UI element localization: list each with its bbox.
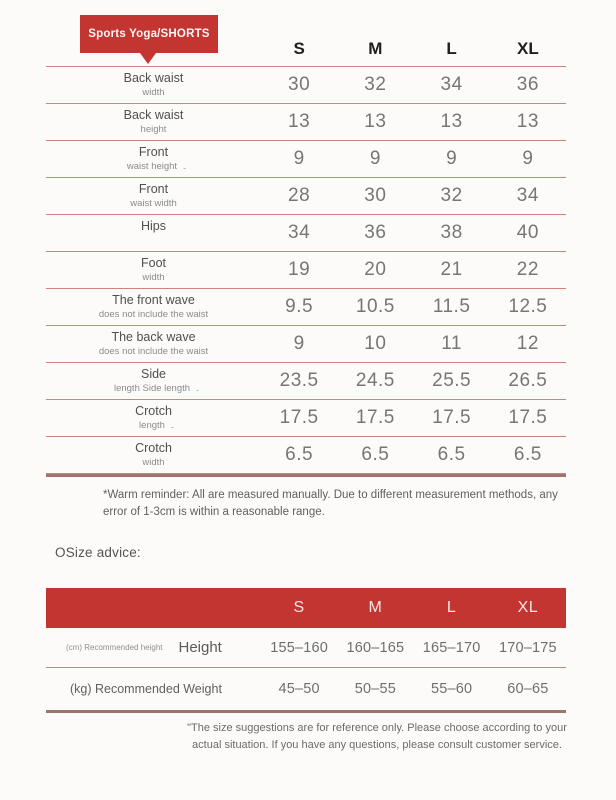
table-row bbox=[46, 215, 566, 252]
value-s: 30 bbox=[288, 74, 311, 95]
advice-size-header-xl: XL bbox=[517, 599, 539, 616]
table-row bbox=[46, 363, 566, 400]
height-value-s: 155–160 bbox=[270, 639, 329, 656]
height-unit-label: (cm) Recommended height bbox=[66, 643, 163, 652]
value-m: 30 bbox=[364, 185, 387, 206]
value-xl: 17.5 bbox=[508, 407, 548, 428]
value-m: 13 bbox=[364, 111, 387, 132]
warm-reminder-note: *Warm reminder: All are measured manually. Due to different measurement methods, any error of 1-3cm is within a reasonable range. bbox=[103, 489, 558, 519]
value-m: 36 bbox=[364, 222, 387, 243]
stray-underline-mark: - bbox=[183, 162, 187, 173]
measurement-row-label: Side length Side length - bbox=[113, 367, 200, 395]
size-advice-body bbox=[46, 628, 566, 713]
size-advice-header-bar bbox=[46, 588, 566, 628]
value-xl: 36 bbox=[516, 74, 539, 95]
value-m: 10 bbox=[364, 333, 387, 354]
value-m: 32 bbox=[364, 74, 387, 95]
value-xl: 12 bbox=[516, 333, 539, 354]
recommended-height-row bbox=[46, 628, 566, 668]
measurement-row-label: Front waist width bbox=[130, 182, 177, 209]
value-xl: 40 bbox=[516, 222, 539, 243]
value-l: 6.5 bbox=[437, 444, 466, 465]
measurement-row-label: Foot width bbox=[140, 256, 166, 283]
value-m: 24.5 bbox=[355, 370, 395, 391]
measurement-row-label: Crotch length - bbox=[135, 404, 174, 432]
measurement-table-body bbox=[46, 66, 566, 477]
value-m: 10.5 bbox=[355, 296, 395, 317]
measurement-row-label: Crotch width bbox=[135, 441, 172, 468]
value-l: 9 bbox=[446, 148, 458, 169]
table-row bbox=[46, 326, 566, 363]
stray-underline-mark: - bbox=[170, 421, 174, 432]
value-m: 9 bbox=[369, 148, 381, 169]
height-value-xl: 170–175 bbox=[498, 639, 557, 656]
size-column-header-l: L bbox=[446, 39, 457, 58]
table-row bbox=[46, 67, 566, 104]
value-l: 11 bbox=[441, 333, 462, 354]
measurement-table bbox=[46, 0, 566, 477]
value-m: 6.5 bbox=[361, 444, 390, 465]
table-row bbox=[46, 437, 566, 474]
value-xl: 26.5 bbox=[508, 370, 548, 391]
recommended-weight-row bbox=[46, 668, 566, 710]
value-m: 20 bbox=[364, 259, 387, 280]
measurement-row-label: Back waist width bbox=[123, 71, 184, 98]
value-s: 9 bbox=[293, 148, 305, 169]
value-l: 13 bbox=[440, 111, 463, 132]
stray-underline-mark: - bbox=[196, 384, 200, 395]
value-s: 13 bbox=[288, 111, 311, 132]
value-s: 6.5 bbox=[285, 444, 314, 465]
size-column-header-s: S bbox=[293, 39, 305, 58]
table-row bbox=[46, 252, 566, 289]
value-m: 17.5 bbox=[355, 407, 395, 428]
value-xl: 22 bbox=[516, 259, 539, 280]
table-row bbox=[46, 400, 566, 437]
value-xl: 9 bbox=[522, 148, 534, 169]
measurement-table-header bbox=[46, 0, 566, 66]
weight-value-xl: 60–65 bbox=[507, 681, 549, 697]
measurement-row-label: Front waist height - bbox=[126, 145, 187, 173]
size-column-header-xl: XL bbox=[517, 39, 539, 58]
value-s: 28 bbox=[288, 185, 311, 206]
weight-value-m: 50–55 bbox=[354, 681, 397, 697]
value-s: 17.5 bbox=[279, 407, 319, 428]
advice-size-header-m: M bbox=[368, 599, 383, 616]
size-suggestion-note: "The size suggestions are for reference only. Please choose according to your actual situation. If you have any questions, please consult customer service. bbox=[187, 722, 567, 752]
value-s: 9.5 bbox=[285, 296, 314, 317]
weight-label: (kg) Recommended Weight bbox=[70, 682, 222, 696]
value-l: 32 bbox=[440, 185, 463, 206]
size-advice-heading: OSize advice: bbox=[55, 545, 141, 560]
measurement-row-label: Back waist height bbox=[123, 108, 184, 135]
value-xl: 34 bbox=[516, 185, 539, 206]
product-category-label: Sports Yoga/SHORTS bbox=[88, 28, 210, 40]
value-s: 34 bbox=[288, 222, 311, 243]
table-row bbox=[46, 141, 566, 178]
measurement-row-label: Hips bbox=[140, 219, 166, 234]
measurement-row-label: The front wave does not include the waist bbox=[98, 293, 209, 320]
advice-size-header-s: S bbox=[293, 599, 305, 616]
height-value-m: 160–165 bbox=[346, 639, 405, 656]
height-value-l: 165–170 bbox=[422, 639, 481, 656]
value-l: 34 bbox=[440, 74, 463, 95]
weight-value-s: 45–50 bbox=[278, 681, 320, 697]
advice-size-header-l: L bbox=[446, 599, 457, 616]
weight-value-l: 55–60 bbox=[430, 681, 473, 697]
size-advice-table bbox=[46, 588, 566, 713]
measurement-row-label: The back wave does not include the waist bbox=[98, 330, 209, 357]
table-row bbox=[46, 178, 566, 215]
value-l: 11.5 bbox=[432, 296, 471, 317]
value-l: 21 bbox=[440, 259, 463, 280]
value-xl: 6.5 bbox=[513, 444, 542, 465]
value-s: 19 bbox=[288, 259, 311, 280]
size-column-header-m: M bbox=[368, 39, 383, 58]
table-row bbox=[46, 289, 566, 326]
table-row bbox=[46, 104, 566, 141]
value-l: 38 bbox=[440, 222, 463, 243]
value-xl: 12.5 bbox=[508, 296, 548, 317]
value-s: 9 bbox=[293, 333, 305, 354]
value-l: 25.5 bbox=[432, 370, 472, 391]
value-s: 23.5 bbox=[279, 370, 319, 391]
height-label: Height bbox=[178, 639, 222, 656]
value-l: 17.5 bbox=[432, 407, 472, 428]
value-xl: 13 bbox=[516, 111, 539, 132]
